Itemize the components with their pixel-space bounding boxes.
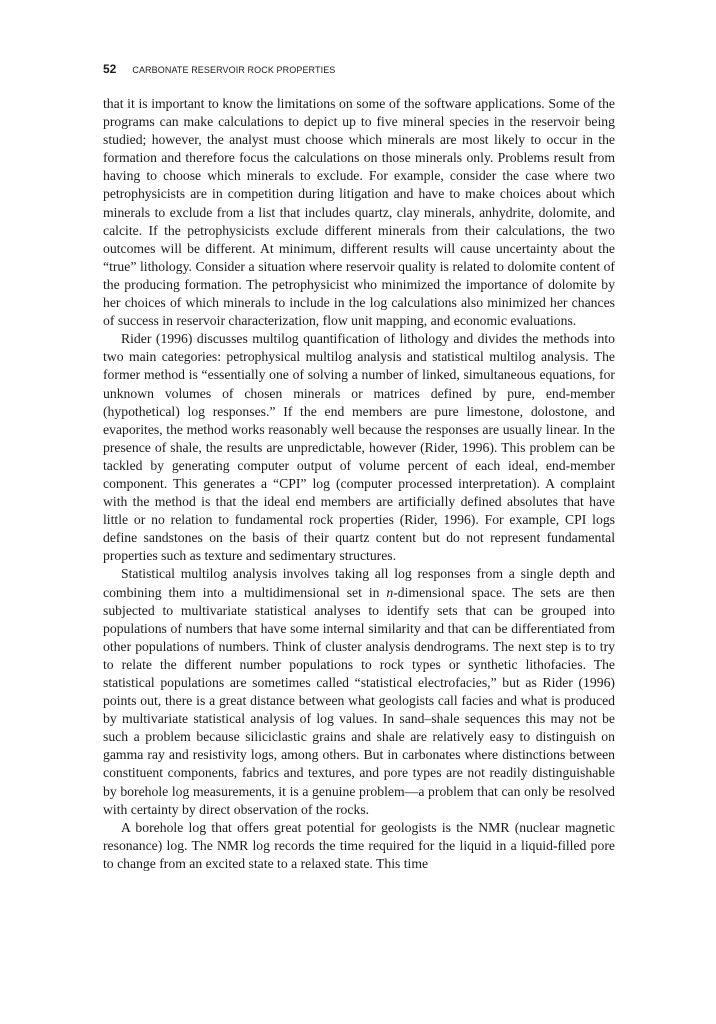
body-text (103, 95, 615, 873)
running-header (103, 62, 335, 76)
running-title: CARBONATE RESERVOIR ROCK PROPERTIES (132, 65, 336, 75)
page-number: 52 (103, 62, 117, 76)
paragraph-3: Statistical multilog analysis involves taking all log responses from a single depth and combining them into a multidimensional set in n-dimensional space. The sets are then subjected to multivariate statistical analyses to identify sets that can be grouped into populations of numbers that have some internal similarity and that can be differentiated from other populations of numbers. Think of cluster analysis dendrograms. The next step is to try to relate the different number populations to rock types or synthetic lithofacies. The statistical populations are sometimes called “statistical electrofacies,” but as Rider (1996) points out, there is a great distance between what geologists call facies and what is produced by multivariate statistical analysis of log values. In sand–shale sequences this may not be such a problem because siliciclastic grains and shale are relatively easy to distinguish on gamma ray and resistivity logs, among others. But in carbonates where distinctions between constituent components, fabrics and textures, and pore types are not readily distinguishable by borehole log measurements, it is a genuine problem—a problem that can only be resolved with certainty by direct observation of the rocks. (103, 566, 615, 817)
paragraph-4: A borehole log that offers great potential for geologists is the NMR (nuclear magnetic resonance) log. The NMR log records the time required for the liquid in a liquid-filled pore to change from an excited state to a relaxed state. This time (103, 819, 615, 871)
paragraph-2: Rider (1996) discusses multilog quantification of lithology and divides the methods into two main categories: petrophysical multilog analysis and statistical multilog analysis. The former method is “essentially one of solving a number of linked, simultaneous equations, for unknown volumes of chosen minerals or matrices defined by pure, end-member (hypothetical) log responses.” If the end members are pure limestone, dolostone, and evaporites, the method works reasonably well because the responses are usually linear. In the presence of shale, the results are unpredictable, however (Rider, 1996). This problem can be tackled by generating computer output of volume percent of each ideal, end-member component. This generates a “CPI” log (computer processed interpretation). A complaint with the method is that the ideal end members are artificially defined absolutes that have little or no relation to fundamental rock properties (Rider, 1996). For example, CPI logs define sandstones on the basis of their quartz content but do not represent fundamental properties such as texture and sedimentary structures. (103, 331, 615, 564)
paragraph-1: that it is important to know the limitations on some of the software applications. Some of the programs can make calculations to depict up to five mineral species in the reservoir being studied; however, the analyst must choose which minerals are most likely to occur in the formation and therefore focus the calculations on those minerals only. Problems result from having to choose which minerals to exclude. For example, consider the case where two petrophysicists are in competition during litigation and have to make choices about which minerals to exclude from a list that includes quartz, clay minerals, anhydrite, dolomite, and calcite. If the petrophysicists exclude different minerals from their calculations, the two outcomes will be different. At minimum, different results will cause uncertainty about the “true” lithology. Consider a situation where reservoir quality is related to dolomite content of the producing formation. The petrophysicist who minimized the importance of dolomite by her choices of which minerals to include in the log calculations also minimized her chances of success in reservoir characterization, flow unit mapping, and economic evaluations. (103, 96, 615, 329)
